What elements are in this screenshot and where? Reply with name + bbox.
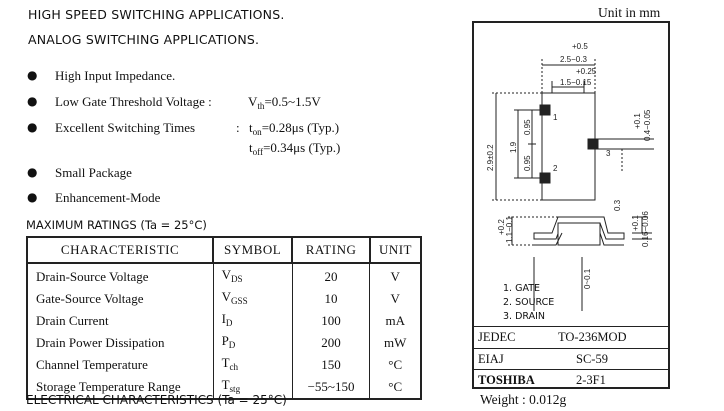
table-row bbox=[27, 263, 421, 288]
table-row bbox=[27, 288, 421, 310]
dim-pin-w-tol: +0.1 bbox=[633, 113, 642, 129]
cell-unit: mW bbox=[370, 332, 421, 354]
dim-w-top-tol: +0.5 bbox=[572, 42, 588, 51]
pin-source-label: 2. SOURCE bbox=[503, 297, 555, 308]
cell-unit: °C bbox=[370, 354, 421, 376]
dim-h-19: 1.9 bbox=[509, 141, 518, 153]
feature-high-input: High Input Impedance. bbox=[55, 68, 176, 83]
bullet-icon: ● bbox=[27, 190, 38, 204]
cell-characteristic: Drain Power Dissipation bbox=[27, 332, 213, 354]
col-rating: RATING bbox=[292, 237, 370, 263]
cell-symbol: $V_{GSS}$ bbox=[213, 288, 292, 310]
pin-2 bbox=[540, 173, 550, 183]
cell-rating: 20 bbox=[292, 263, 370, 288]
cell-characteristic: Storage Temperature Range bbox=[27, 376, 213, 399]
cell-unit: V bbox=[370, 288, 421, 310]
cell-symbol: $T_{ch}$ bbox=[213, 354, 292, 376]
max-ratings-table bbox=[26, 236, 422, 400]
dim-h-095a: 0.95 bbox=[523, 119, 532, 135]
cell-symbol: $T_{stg}$ bbox=[213, 376, 292, 399]
dim-h-total: 2.9±0.2 bbox=[486, 144, 495, 171]
dim-side-h-tol: +0.2 bbox=[497, 219, 506, 235]
cell-symbol: $P_D$ bbox=[213, 332, 292, 354]
pin-number-3: 3 bbox=[606, 149, 611, 158]
feature-switching-colon: : bbox=[236, 120, 240, 135]
cell-unit: mA bbox=[370, 310, 421, 332]
jedec-value: TO-236MOD bbox=[558, 330, 627, 344]
dim-h-095b: 0.95 bbox=[523, 155, 532, 171]
dim-w-inner: 1.5−0.15 bbox=[560, 78, 592, 87]
cell-unit: °C bbox=[370, 376, 421, 399]
dim-side-t: 0.16−0.06 bbox=[641, 211, 650, 247]
toshiba-label: TOSHIBA bbox=[478, 373, 535, 387]
toshiba-row bbox=[472, 369, 670, 389]
bullet-icon: ● bbox=[27, 165, 38, 179]
cell-symbol: $I_D$ bbox=[213, 310, 292, 332]
title-high-speed: HIGH SPEED SWITCHING APPLICATIONS. bbox=[28, 7, 285, 22]
dim-w-inner-tol: +0.25 bbox=[576, 67, 597, 76]
cell-rating: 150 bbox=[292, 354, 370, 376]
cell-symbol: $V_{DS}$ bbox=[213, 263, 292, 288]
col-symbol: SYMBOL bbox=[213, 237, 292, 263]
cell-rating: 200 bbox=[292, 332, 370, 354]
pin-drain-label: 3. DRAIN bbox=[503, 311, 546, 322]
table-row bbox=[27, 310, 421, 332]
cell-characteristic: Channel Temperature bbox=[27, 354, 213, 376]
col-characteristic: CHARACTERISTIC bbox=[27, 237, 213, 263]
cell-characteristic: Drain-Source Voltage bbox=[27, 263, 213, 288]
pin-1 bbox=[540, 105, 550, 115]
title-analog: ANALOG SWITCHING APPLICATIONS. bbox=[28, 32, 260, 47]
dim-side-t-tol: +0.1 bbox=[631, 215, 640, 231]
bullet-icon: ● bbox=[27, 120, 38, 134]
eiaj-row bbox=[472, 348, 670, 370]
feature-small-package: Small Package bbox=[55, 165, 132, 180]
electrical-title: ELECTRICAL CHARACTERISTICS (Ta = 25°C) bbox=[26, 393, 287, 407]
cell-rating: 10 bbox=[292, 288, 370, 310]
cell-characteristic: Drain Current bbox=[27, 310, 213, 332]
eiaj-label: EIAJ bbox=[478, 352, 504, 366]
pin-legend bbox=[503, 282, 554, 324]
bullet-icon: ● bbox=[27, 68, 38, 82]
pin-3 bbox=[588, 139, 598, 149]
dim-side-base: 0~0.1 bbox=[583, 268, 592, 289]
jedec-label: JEDEC bbox=[478, 330, 516, 344]
max-ratings-title: MAXIMUM RATINGS (Ta = 25°C) bbox=[26, 218, 207, 232]
dim-side-h: 1.1−0.1 bbox=[505, 216, 514, 243]
bullet-icon: ● bbox=[27, 94, 38, 108]
feature-threshold: Low Gate Threshold Voltage : bbox=[55, 94, 212, 109]
toshiba-value: 2-3F1 bbox=[576, 373, 606, 387]
cell-unit: V bbox=[370, 263, 421, 288]
feature-enhancement: Enhancement-Mode bbox=[55, 190, 161, 205]
package-drawing bbox=[472, 21, 670, 326]
feature-threshold-value: $V_{th}=0.5\sim 1.5V$ bbox=[248, 94, 321, 111]
weight-label: Weight : 0.012g bbox=[480, 392, 567, 407]
pin-gate-label: 1. GATE bbox=[503, 283, 541, 294]
table-row bbox=[27, 354, 421, 376]
dim-side-03: 0.3 bbox=[613, 199, 622, 211]
table-row bbox=[27, 332, 421, 354]
col-unit: UNIT bbox=[370, 237, 421, 263]
pin-number-1: 1 bbox=[553, 113, 558, 122]
cell-rating: 100 bbox=[292, 310, 370, 332]
cell-characteristic: Gate-Source Voltage bbox=[27, 288, 213, 310]
eiaj-value: SC-59 bbox=[576, 352, 608, 366]
unit-label: Unit in mm bbox=[598, 5, 661, 20]
switching-ton: $t_{on}=0.28\mu s$ (Typ.) bbox=[249, 120, 340, 137]
pin-number-2: 2 bbox=[553, 164, 558, 173]
dim-pin-w: 0.4−0.05 bbox=[643, 109, 652, 141]
switching-toff: $t_{off}=0.34\mu s$ (Typ.) bbox=[249, 140, 341, 157]
dim-w-top: 2.5−0.3 bbox=[560, 55, 587, 64]
jedec-row bbox=[472, 326, 670, 348]
feature-switching: Excellent Switching Times bbox=[55, 120, 196, 135]
cell-rating: −55~150 bbox=[292, 376, 370, 399]
